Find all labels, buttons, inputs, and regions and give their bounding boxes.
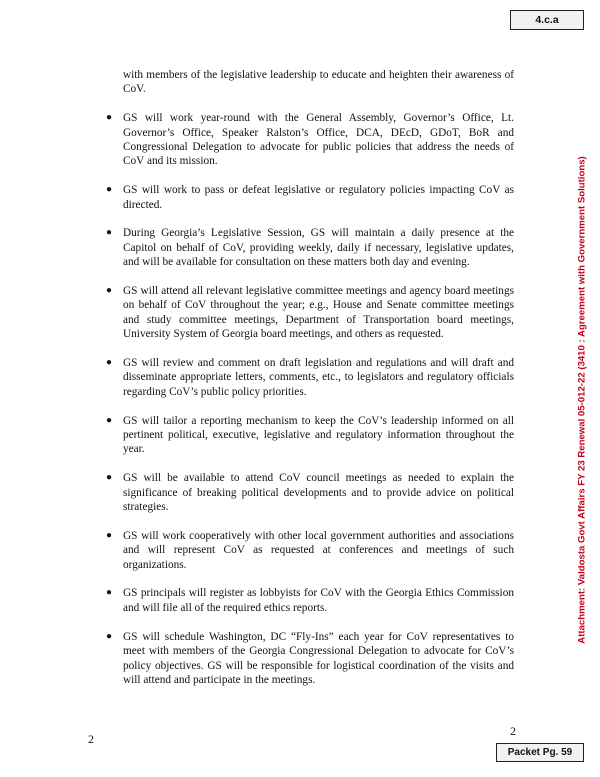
list-item <box>100 630 514 688</box>
list-item-text: GS will work cooperatively with other local government authorities and associations and will represent CoV as requested at conferences and meetings of such organizations. <box>123 529 514 571</box>
page-number-inner: 2 <box>510 724 516 738</box>
list-item <box>100 414 514 457</box>
bullet-icon: ● <box>106 184 113 196</box>
list-item <box>100 471 514 514</box>
list-item <box>100 356 514 399</box>
lead-paragraph: with members of the legislative leadership to educate and heighten their awareness of CoV. <box>123 69 514 96</box>
bullet-icon: ● <box>106 587 113 599</box>
page-number-outer: 2 <box>88 732 94 746</box>
list-item <box>100 111 514 169</box>
list-item <box>100 183 514 212</box>
list-item <box>100 586 514 615</box>
list-item-text: GS principals will register as lobbyists for CoV with the Georgia Ethics Commission and will file all of the required ethics reports. <box>123 587 514 614</box>
list-item-text: GS will attend all relevant legislative committee meetings and agency board meetings on behalf of CoV throughout the year; e.g., House and Senate committee meetings and study committee meetings, Department of Transportation board meetings, University System of Georgia board meetings, and others as requested. <box>123 285 514 341</box>
packet-page-label: Packet Pg. 59 <box>496 743 584 762</box>
list-item-text: GS will be available to attend CoV council meetings as needed to explain the significance of breaking political developments and to provide advice on political strategies. <box>123 472 514 514</box>
bullet-icon: ● <box>106 414 113 426</box>
attachment-side-label: Attachment: Valdosta Govt Affairs FY 23 Renewal 05-012-22 (3410 : Agreement with Government Solutions) <box>576 156 588 644</box>
agenda-item-tag: 4.c.a <box>510 10 584 30</box>
bullet-icon: ● <box>106 112 113 124</box>
bullet-icon: ● <box>106 357 113 369</box>
list-item-text: GS will tailor a reporting mechanism to keep the CoV’s leadership informed on all pertinent political, executive, legislative and regulatory information throughout the year. <box>123 414 514 456</box>
bullet-icon: ● <box>106 285 113 297</box>
list-item-text: GS will review and comment on draft legislation and regulations and will draft and disseminate appropriate letters, comments, etc., to legislators and regulatory officials regarding CoV’s public policy priorities. <box>123 357 514 398</box>
bullet-icon: ● <box>106 227 113 239</box>
bullet-list <box>100 111 514 687</box>
bullet-icon: ● <box>106 630 113 642</box>
list-item <box>100 284 514 342</box>
list-item-text: During Georgia’s Legislative Session, GS will maintain a daily presence at the Capitol on behalf of CoV, providing weekly, daily if necessary, legislative updates, and will be available for consultation on these matters both day and evening. <box>123 227 514 269</box>
list-item <box>100 529 514 572</box>
bullet-icon: ● <box>106 472 113 484</box>
list-item-text: GS will work year-round with the General Assembly, Governor’s Office, Lt. Governor’s Office, Speaker Ralston’s Office, DCA, DEcD, GDoT, BoR and Congressional Delegation to advocate for public policies that address the needs of CoV and its mission. <box>123 112 514 168</box>
list-item <box>100 226 514 269</box>
list-item-text: GS will schedule Washington, DC “Fly-Ins” each year for CoV representatives to meet with members of the Georgia Congressional Delegation to advocate for CoV’s policy objectives. GS will be responsible for logistical coordination of the visits and will attend and participate in the meetings. <box>123 630 514 686</box>
list-item-text: GS will work to pass or defeat legislative or regulatory policies impacting CoV as directed. <box>123 184 514 211</box>
bullet-icon: ● <box>106 529 113 541</box>
document-body <box>100 68 514 687</box>
